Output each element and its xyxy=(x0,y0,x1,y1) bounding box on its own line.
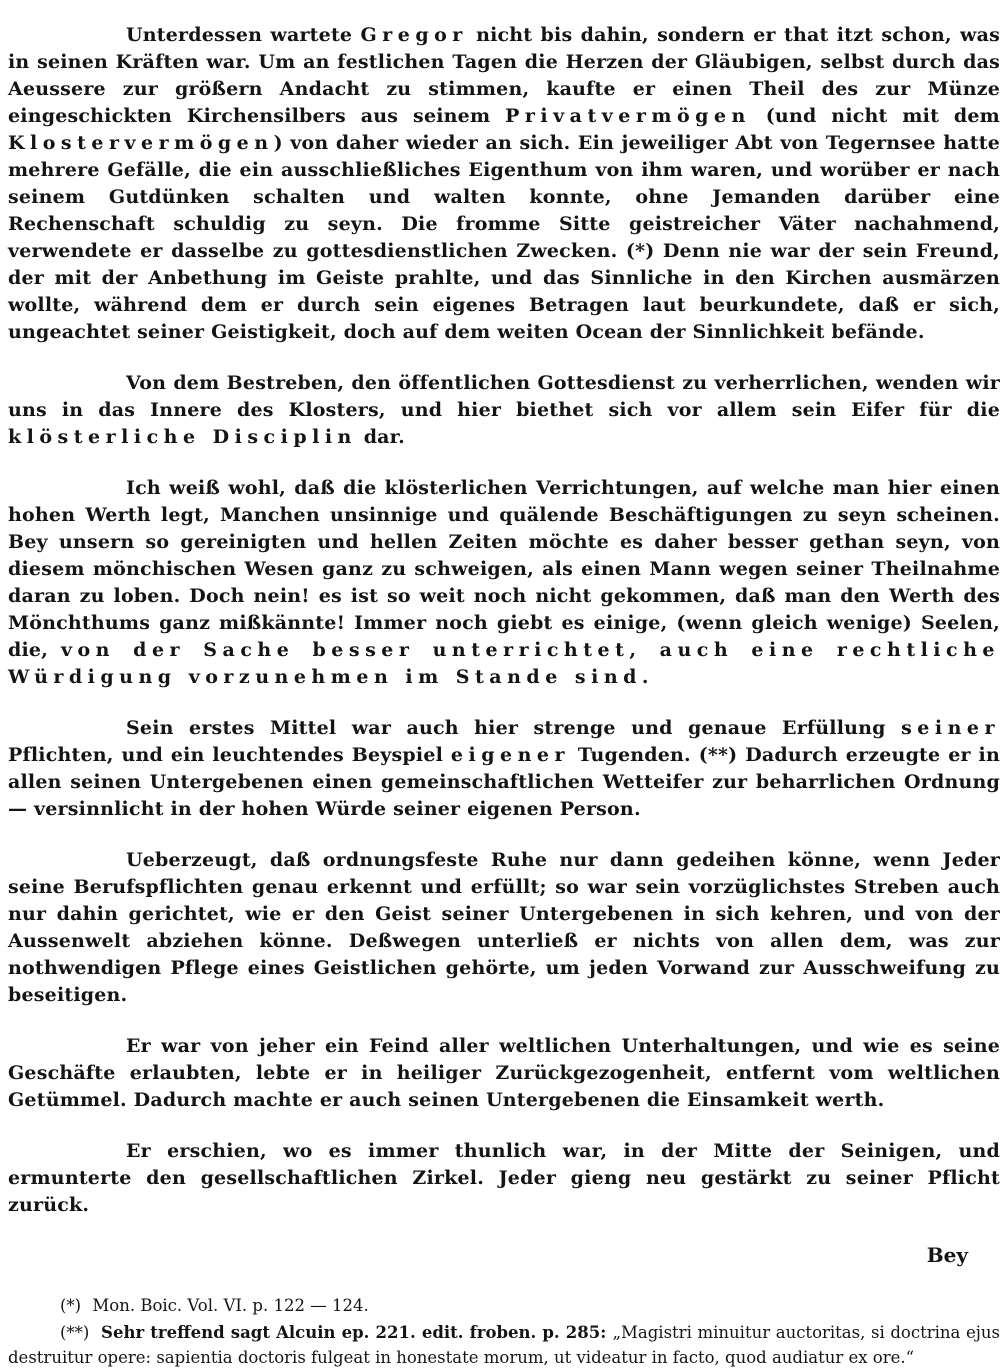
emphasized-spaced-text: eigener xyxy=(450,744,570,766)
paragraph xyxy=(8,370,1000,451)
footnote-text-segment: „Magistri minuitur auctoritas, si doctrina ejus destruitur opere: sapientia doctoris fulgeat in honestate morum, ut videatur in facto, quod audiatur ex ore.“ xyxy=(8,1323,1000,1367)
emphasized-spaced-text: Klostervermögen xyxy=(8,132,274,154)
paragraph xyxy=(8,22,1000,346)
body-text-segment: ) von daher wieder an sich. Ein jeweiliger Abt von Tegernsee hatte mehrere Gefälle, die ein ausschließliches Eigenthum von ihm waren, und worüber er nach seinem Gutdünken schalten und walten konnte, ohne Jemanden darüber eine Rechenschaft schuldig zu seyn. Die fromme Sitte geistreicher Väter nachahmend, verwendete er dasselbe zu gottesdienstlichen Zwecken. (*) Denn nie war der sein Freund, der mit der Anbethung im Geiste prahlte, und das Sinnliche in den Kirchen ausmärzen wollte, während dem er durch sein eigenes Betragen laut beurkundete, daß er sich, ungeachtet seiner Geistigkeit, doch auf dem weiten Ocean der Sinnlichkeit befände. xyxy=(8,132,1000,343)
emphasized-spaced-text: klösterliche Disciplin xyxy=(8,426,357,448)
paragraph xyxy=(8,847,1000,1009)
body-text-segment: Er war von jeher ein Feind aller weltlichen Unterhaltungen, und wie es seine Geschäfte erlaubten, lebte er in heiliger Zurückgezogenheit, entfernt vom weltlichen Getümmel. Dadurch machte er auch seinen Untergebenen die Einsamkeit werth. xyxy=(8,1035,1000,1111)
body-text-segment: Ich weiß wohl, daß die klösterlichen Verrichtungen, auf welche man hier einen hohen Werth legt, Manchen unsinnige und quälende Beschäftigungen zu seyn scheinen. Bey unsern so gereinigten und hellen Zeiten möchte es daher besser gethan seyn, von diesem mönchischen Wesen ganz zu schweigen, als einen Mann wegen seiner Theilnahme daran zu loben. Doch nein! es ist so weit noch nicht gekommen, daß man den Werth des Mönchthums ganz mißkännte! Immer noch giebt es einige, (wenn gleich wenige) Seelen, die, xyxy=(8,477,1000,661)
emphasized-spaced-text: Gregor xyxy=(360,24,468,46)
emphasized-spaced-text: Privatvermögen xyxy=(505,105,751,127)
body-text-segment: Sein erstes Mittel war auch hier strenge und genaue Erfüllung xyxy=(126,717,902,739)
footnote xyxy=(8,1293,1000,1318)
footnote-marker: (*) xyxy=(60,1296,87,1315)
footnote-marker: (**) xyxy=(60,1323,96,1342)
body-text-segment: Unterdessen wartete xyxy=(126,24,361,46)
main-text-block xyxy=(8,22,1000,1219)
paragraph xyxy=(8,475,1000,691)
paragraph xyxy=(8,715,1000,823)
body-text-segment: Tugenden. (**) Dadurch erzeugte er in allen seinen Untergebenen einen gemeinschaftlichen Wetteifer zur beharrlichen Ordnung — versinnlicht in der hohen Würde seiner eigenen Person. xyxy=(8,744,1000,820)
footnotes-block xyxy=(8,1293,1000,1370)
paragraph xyxy=(8,1033,1000,1114)
footnote xyxy=(8,1320,1000,1370)
emphasized-spaced-text: von der Sache besser unterrichtet, auch eine rechtliche Würdigung vorzunehmen im Stande sind. xyxy=(8,639,1000,688)
body-text-segment: Pflichten, und ein leuchtendes Beyspiel xyxy=(8,744,451,766)
catchword: Bey xyxy=(926,1243,968,1267)
footnote-text-segment: Mon. Boic. Vol. VI. p. 122 — 124. xyxy=(92,1296,369,1315)
body-text-segment: Von dem Bestreben, den öffentlichen Gottesdienst zu verherrlichen, wenden wir uns in das Innere des Klosters, und hier biethet sich vor allem sein Eifer für die xyxy=(8,372,1000,421)
body-text-segment: Ueberzeugt, daß ordnungsfeste Ruhe nur dann gedeihen könne, wenn Jeder seine Berufspflichten genau erkennt und erfüllt; so war sein vorzüglichstes Streben auch nur dahin gerichtet, wie er den Geist seiner Untergebenen in sich kehren, und von der Aussenwelt abziehen könne. Deßwegen unterließ er nichts von allen dem, was zur nothwendigen Pflege eines Geistlichen gehörte, um jeden Vorwand zur Ausschweifung zu beseitigen. xyxy=(8,849,1000,1006)
footnote-text-segment: Sehr treffend sagt Alcuin ep. 221. edit. froben. p. 285: xyxy=(101,1323,613,1342)
body-text-segment: nicht bis dahin, sondern er that itzt schon, was in seinen Kräften war. Um an festlichen Tagen die Herzen der Gläubigen, selbst durch das Aeussere zur größern Andacht zu stimmen, kaufte er einen Theil des zur Münze eingeschickten Kirchensilbers aus seinem xyxy=(8,24,1000,127)
body-text-segment: Er erschien, wo es immer thunlich war, in der Mitte der Seinigen, und ermunterte den gesellschaftlichen Zirkel. Jeder gieng neu gestärkt zu seiner Pflicht zurück. xyxy=(8,1140,1000,1216)
body-text-segment: dar. xyxy=(356,426,405,448)
emphasized-spaced-text: seiner xyxy=(901,717,1000,739)
paragraph xyxy=(8,1138,1000,1219)
body-text-segment: (und nicht mit dem xyxy=(750,105,1000,127)
catchword-row xyxy=(8,1243,1000,1267)
